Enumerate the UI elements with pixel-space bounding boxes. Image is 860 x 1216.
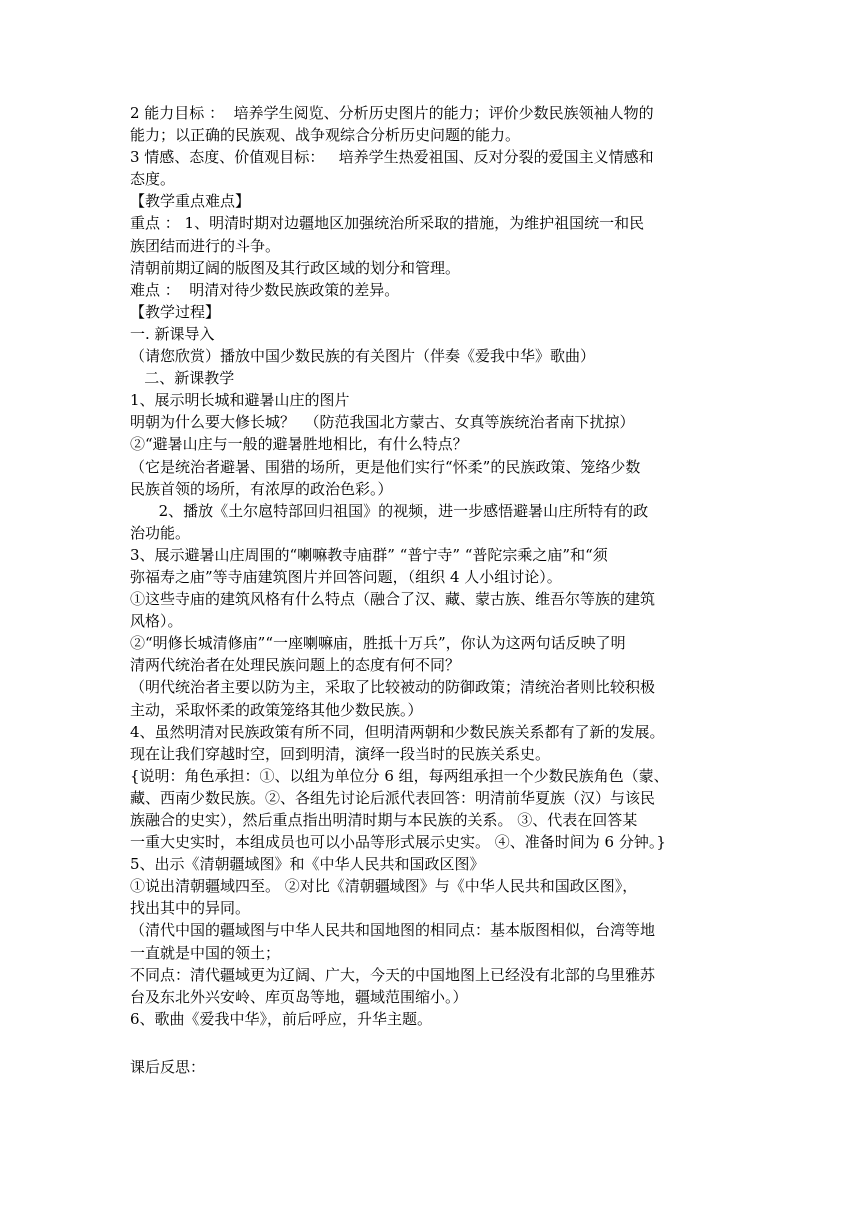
text-line: 态度。: [130, 170, 176, 189]
text-line: （明代统治者主要以防为主，采取了比较被动的防御政策；清统治者则比较积极: [130, 678, 656, 697]
section-heading: 【教学重点难点】: [130, 192, 251, 211]
text-line: 4、虽然明清对民族政策有所不同，但明清两朝和少数民族关系都有了新的发展。: [130, 722, 665, 741]
text-line: {说明：角色承担：①、以组为单位分 6 组，每两组承担一个少数民族角色（蒙、: [130, 766, 669, 785]
text-line: ②“避暑山庄与一般的避暑胜地相比，有什么特点？: [130, 435, 468, 454]
text-line: 难点 ： 明清对待少数民族政策的差异。: [130, 280, 400, 299]
text-line: 找出其中的异同。: [130, 899, 251, 918]
text-line: 弥福寿之庙”等寺庙建筑图片并回答问题，（组织 4 人小组讨论）。: [130, 567, 562, 586]
text-line: 重点 ： 1、明清时期对边疆地区加强统治所采取的措施，为维护祖国统一和民: [130, 214, 645, 233]
reflection-footer: 课后反思：: [130, 1057, 206, 1076]
text-line: 5、出示《清朝疆域图》和《中华人民共和国政区图》: [130, 855, 485, 874]
text-line: ②“明修长城清修庙”“一座喇嘛庙，胜抵十万兵”，你认为这两句话反映了明: [130, 634, 626, 653]
text-line: 治功能。: [130, 523, 191, 542]
text-line: 族融合的史实），然后重点指出明清时期与本民族的关系。 ③、代表在回答某: [130, 811, 638, 829]
text-line: 一重大史实时，本组成员也可以小品等形式展示史实。 ④、准备时间为 6 分钟。}: [130, 833, 666, 852]
text-line: 3、展示避暑山庄周围的“喇嘛教寺庙群” “普宁寺” “普陀宗乘之庙”和“须: [130, 545, 608, 564]
text-line: 6、歌曲《爱我中华》，前后呼应，升华主题。: [130, 1009, 433, 1028]
text-line: （它是统治者避暑、围猎的场所，更是他们实行“怀柔”的民族政策、笼络少数: [130, 457, 641, 476]
section-heading: 【教学过程】: [130, 302, 221, 321]
text-line: （请您欣赏）播放中国少数民族的有关图片（伴奏《爱我中华》歌曲）: [130, 347, 596, 366]
text-line: 二、新课教学: [130, 369, 235, 388]
text-line: 藏、西南少数民族。②、各组先讨论后派代表回答：明清前华夏族（汉）与该民: [130, 788, 656, 807]
text-line: 不同点：清代疆域更为辽阔、广大，今天的中国地图上已经没有北部的乌里雅苏: [130, 965, 656, 984]
text-line: 台及东北外兴安岭、库页岛等地，疆域范围缩小。）: [130, 987, 468, 1006]
text-line: ①这些寺庙的建筑风格有什么特点（融合了汉、藏、蒙古族、维吾尔等族的建筑: [130, 590, 656, 609]
document-page: [130, 102, 732, 1078]
text-line: 族团结而进行的斗争。: [130, 236, 281, 255]
text-line: 清两代统治者在处理民族问题上的态度有何不同？: [130, 656, 461, 675]
blank-line: [130, 1030, 732, 1056]
text-line: 现在让我们穿越时空，回到明清，演绎一段当时的民族关系史。: [130, 744, 551, 763]
text-line: （清代中国的疆域图与中华人民共和国地图的相同点：基本版图相似，台湾等地: [130, 921, 656, 940]
text-line: 风格）。: [130, 612, 183, 631]
text-line: 主动，采取怀柔的政策笼络其他少数民族。）: [130, 700, 423, 719]
text-line: ①说出清朝疆域四至。 ②对比《清朝疆域图》与《中华人民共和国政区图》，: [130, 877, 638, 896]
text-line: 一直就是中国的领土；: [130, 943, 281, 962]
text-line: 2、播放《土尔扈特部回归祖国》的视频，进一步感悟避暑山庄所特有的政: [130, 501, 649, 520]
text-line: 2 能力目标 ： 培养学生阅览、分析历史图片的能力；评价少数民族领袖人物的: [130, 104, 654, 122]
text-line: 民族首领的场所，有浓厚的政治色彩。）: [130, 479, 393, 498]
text-line: 清朝前期辽阔的版图及其行政区域的划分和管理。: [130, 258, 461, 277]
text-line: 1、展示明长城和避暑山庄的图片: [130, 391, 350, 410]
text-line: 3 情感、态度、价值观目标： 培养学生热爱祖国、反对分裂的爱国主义情感和: [130, 148, 654, 167]
text-line: 一. 新课导入: [130, 324, 215, 343]
text-line: 明朝为什么要大修长城？ （防范我国北方蒙古、女真等族统治者南下扰掠）: [130, 413, 635, 432]
text-line: 能力；以正确的民族观、战争观综合分析历史问题的能力。: [130, 126, 521, 145]
